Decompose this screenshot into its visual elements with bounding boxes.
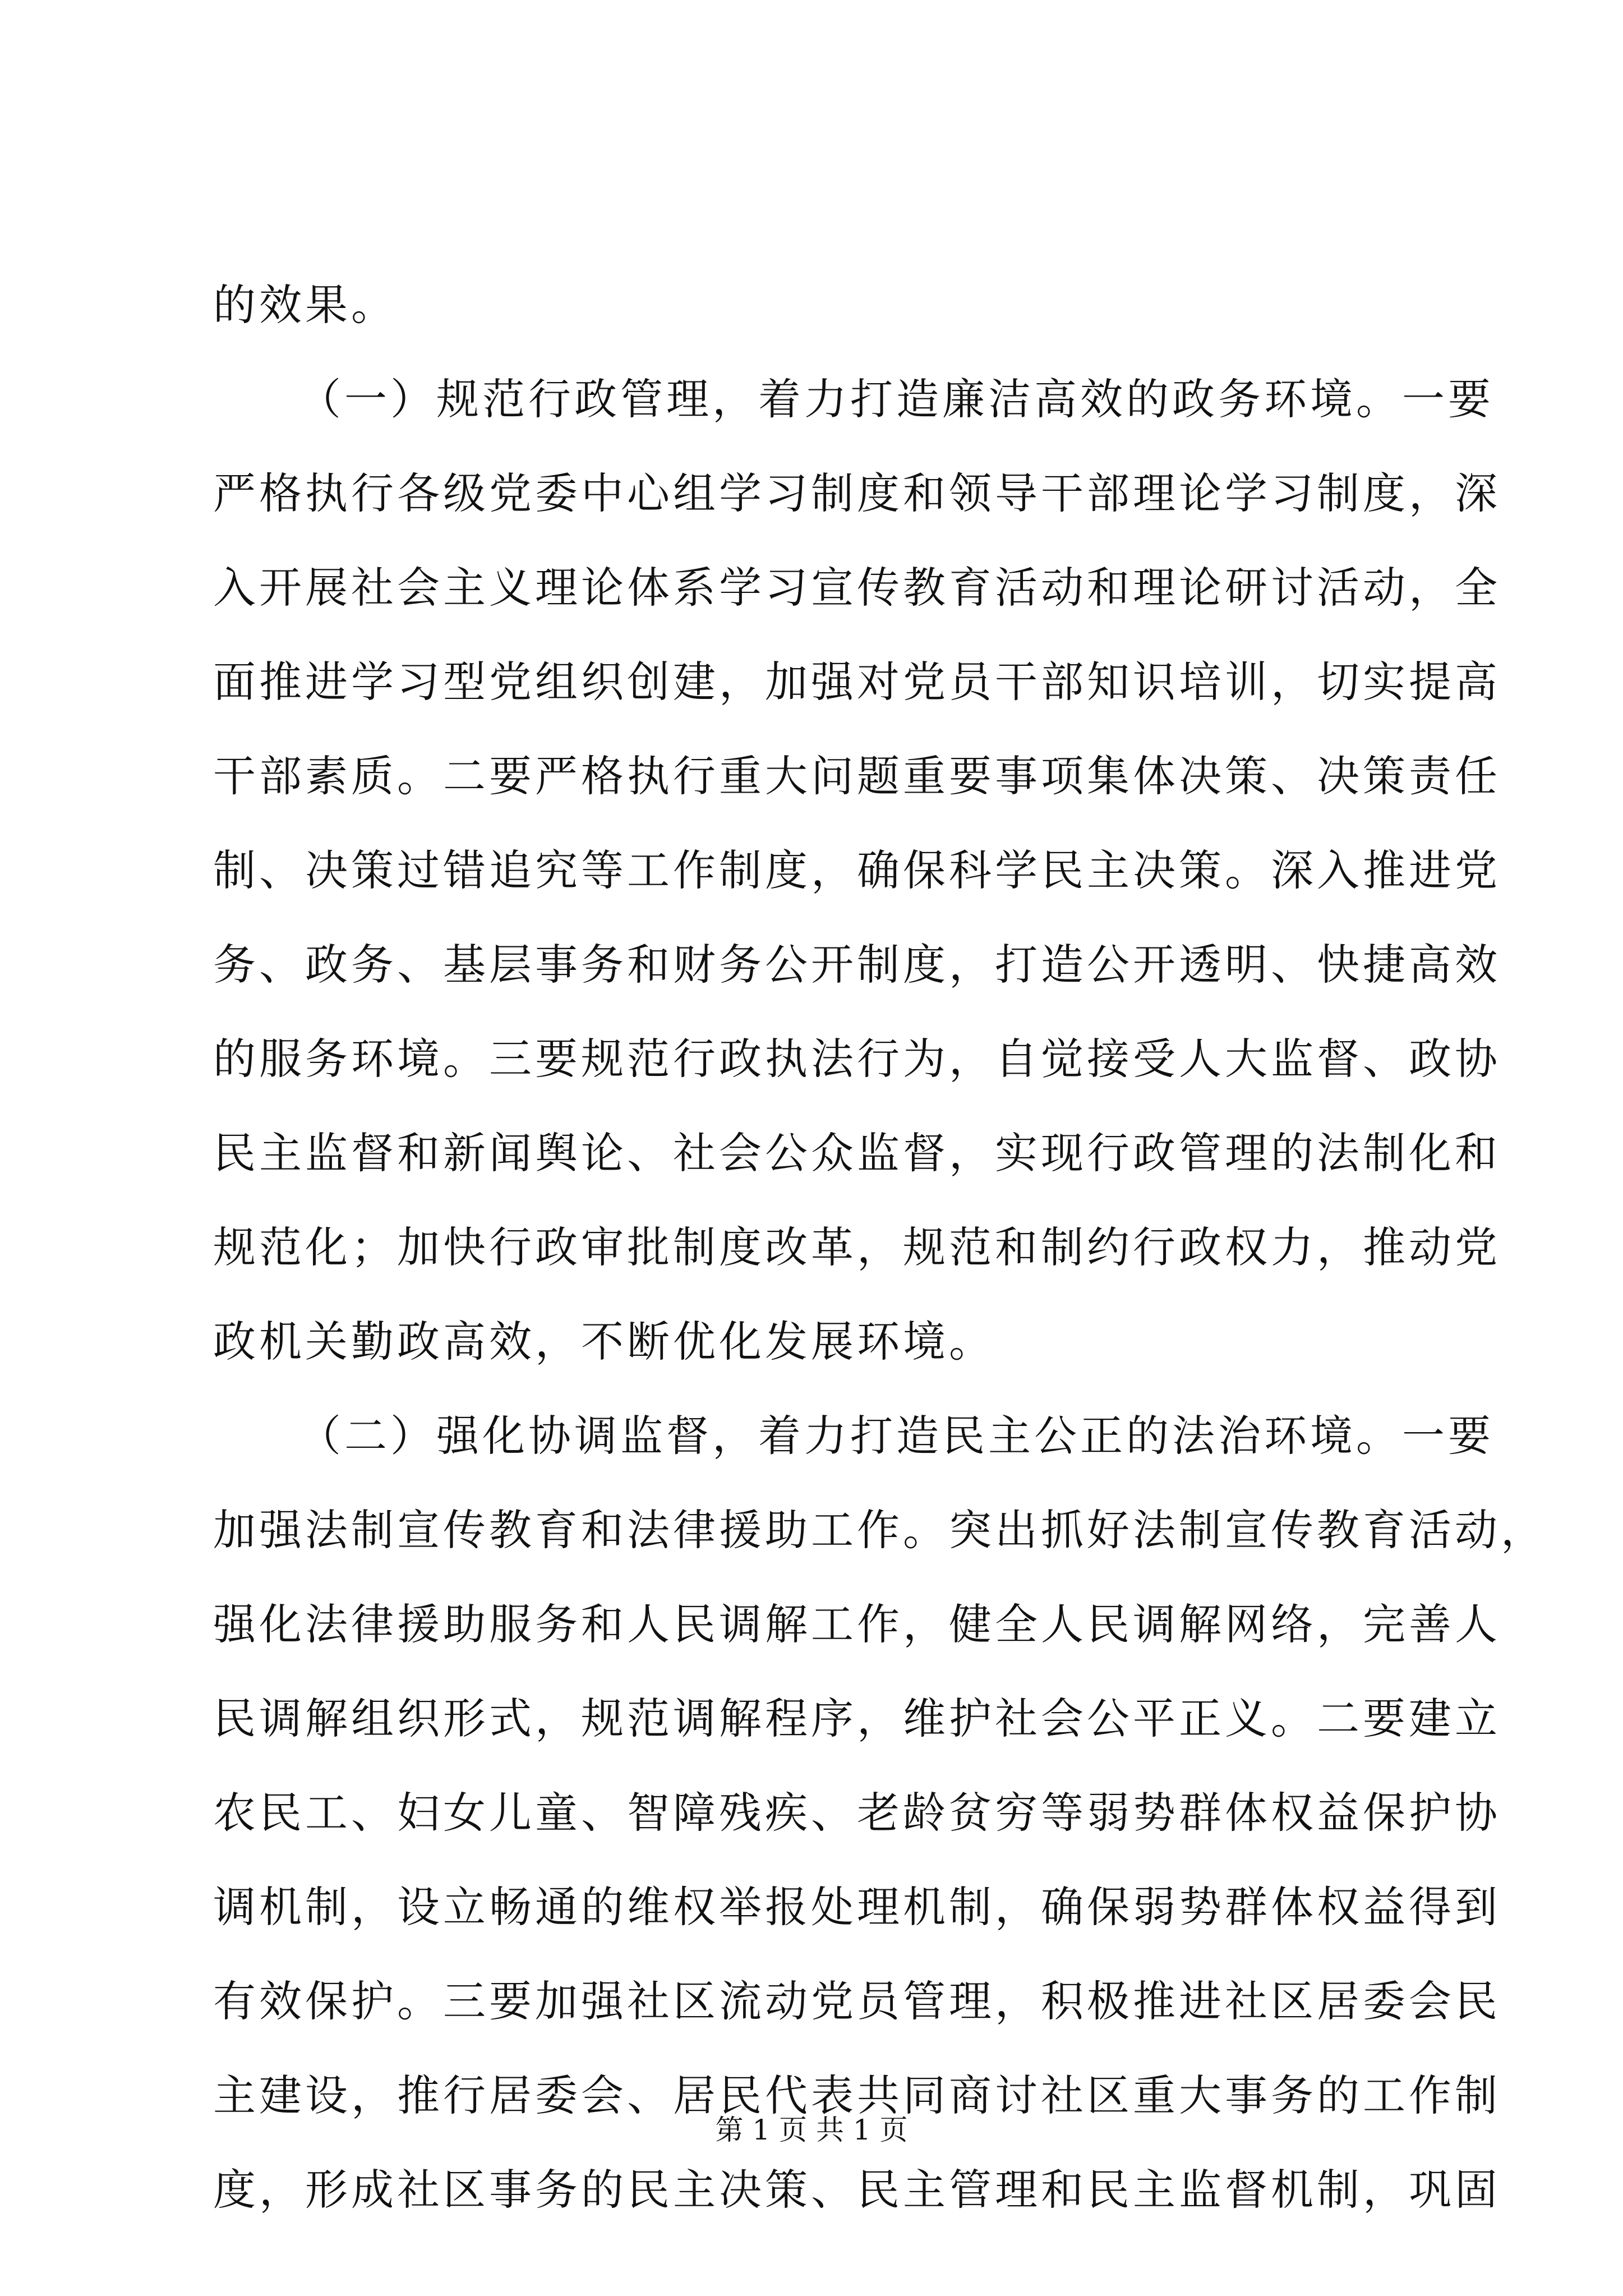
body-text [213, 258, 1547, 2237]
text-line: 的服务环境。三要规范行政执法行为，自觉接受人大监督、政协 [213, 1034, 1501, 1084]
page-footer: 第 1 页 共 1 页 [715, 2114, 908, 2146]
text-line: 强化法律援助服务和人民调解工作，健全人民调解网络，完善人 [213, 1599, 1501, 1649]
text-line: （一）规范行政管理，着力打造廉洁高效的政务环境。一要 [298, 374, 1494, 424]
text-line: 面推进学习型党组织创建，加强对党员干部知识培训，切实提高 [213, 657, 1501, 707]
text-line: 干部素质。二要严格执行重大问题重要事项集体决策、决策责任 [213, 751, 1501, 801]
text-line: 民主监督和新闻舆论、社会公众监督，实现行政管理的法制化和 [213, 1128, 1501, 1178]
text-line: 制、决策过错追究等工作制度，确保科学民主决策。深入推进党 [213, 845, 1501, 895]
text-line: 民调解组织形式，规范调解程序，维护社会公平正义。二要建立 [213, 1694, 1501, 1743]
text-line: （二）强化协调监督，着力打造民主公正的法治环境。一要 [298, 1411, 1494, 1461]
text-line: 规范化；加快行政审批制度改革，规范和制约行政权力，推动党 [213, 1222, 1501, 1272]
text-line: 入开展社会主义理论体系学习宣传教育活动和理论研讨活动，全 [213, 563, 1501, 613]
text-line: 农民工、妇女儿童、智障残疾、老龄贫穷等弱势群体权益保护协 [213, 1788, 1501, 1838]
text-line: 的效果。 [213, 280, 397, 330]
text-line: 有效保护。三要加强社区流动党员管理，积极推进社区居委会民 [213, 1976, 1501, 2026]
text-line: 政机关勤政高效，不断优化发展环境。 [213, 1317, 995, 1366]
text-line: 务、政务、基层事务和财务公开制度，打造公开透明、快捷高效 [213, 940, 1501, 990]
text-line: 主建设，推行居委会、居民代表共同商讨社区重大事务的工作制 [213, 2070, 1501, 2120]
text-line: 严格执行各级党委中心组学习制度和领导干部理论学习制度，深 [213, 468, 1501, 518]
text-line: 加强法制宣传教育和法律援助工作。突出抓好法制宣传教育活动， [213, 1505, 1547, 1555]
text-line: 调机制，设立畅通的维权举报处理机制，确保弱势群体权益得到 [213, 1882, 1501, 1932]
text-line: 度，形成社区事务的民主决策、民主管理和民主监督机制，巩固 [213, 2165, 1501, 2215]
